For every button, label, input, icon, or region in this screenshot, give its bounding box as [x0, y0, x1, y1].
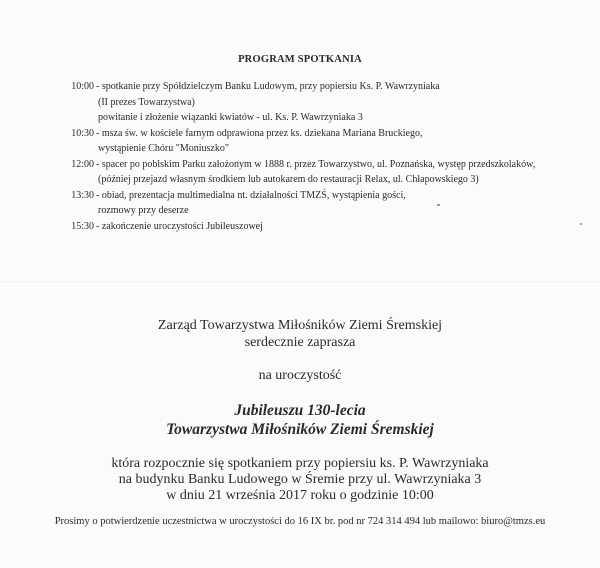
fold-line — [0, 281, 600, 283]
paper-speck — [580, 223, 582, 225]
program-item — [62, 157, 582, 188]
program-item — [62, 126, 582, 157]
program-item — [62, 188, 582, 219]
date-line: w dniu 21 września 2017 roku o godzinie 10:00 — [166, 488, 434, 503]
detail-line: która rozpocznie się spotkaniem przy popiersiu ks. P. Wawrzyniaka — [111, 456, 489, 471]
program-title: PROGRAM SPOTKANIA — [238, 54, 362, 65]
program-line: (II prezes Towarzystwa) — [98, 96, 195, 108]
rsvp-line: Prosimy o potwierdzenie uczestnictwa w uroczystości do 16 IX br. pod nr 724 314 494 lub mailowo: biuro@tmzs.eu — [54, 516, 546, 527]
program-line: - spacer po poblskim Parku założonym w 1888 r. przez Towarzystwo, ul. Poznańska, występ przedszkolaków, — [96, 158, 536, 170]
program-line: - obiad, prezentacja multimedialna nt. działalności TMZŚ, wystąpienia gości, — [96, 189, 406, 201]
program-line: powitanie i złożenie wiązanki kwiatów - ul. Ks. P. Wawrzyniaka 3 — [98, 112, 363, 123]
event-title-line2: Towarzystwa Miłośników Ziemi Śremskiej — [166, 421, 434, 438]
program-line: (później przejazd własnym środkiem lub autokarem do restauracji Relax, ul. Chłapowskiego 3) — [98, 174, 479, 185]
paper-speck — [437, 204, 440, 206]
program-line: - zakończenie uroczystości Jubileuszowej — [96, 220, 263, 232]
program-list — [62, 79, 582, 234]
host-line: Zarząd Towarzystwa Miłośników Ziemi Śremskiej — [157, 318, 443, 333]
program-line: rozmowy przy deserze — [98, 205, 189, 216]
program-time: 15:30 — [71, 220, 94, 232]
program-item — [62, 79, 582, 126]
program-time: 10:30 — [71, 127, 94, 139]
detail-line: na budynku Banku Ludowego w Śremie przy ul. Wawrzyniaka 3 — [118, 472, 482, 487]
program-time: 10:00 — [71, 81, 94, 92]
program-line: - spotkanie przy Spółdzielczym Banku Ludowym, przy popiersiu Ks. P. Wawrzyniaka — [96, 81, 440, 92]
program-line: - msza św. w kościele farnym odprawiona przez ks. dziekana Mariana Bruckiego, — [96, 127, 423, 139]
program-line: wystąpienie Chóru "Moniuszko" — [98, 143, 229, 154]
invites-line: serdecznie zaprasza — [244, 335, 356, 350]
program-item — [62, 219, 582, 235]
program-time: 13:30 — [71, 189, 94, 201]
event-title-line1: Jubileuszu 130-lecia — [234, 402, 366, 419]
to-line: na uroczystość — [258, 368, 342, 383]
program-time: 12:00 — [71, 158, 94, 170]
